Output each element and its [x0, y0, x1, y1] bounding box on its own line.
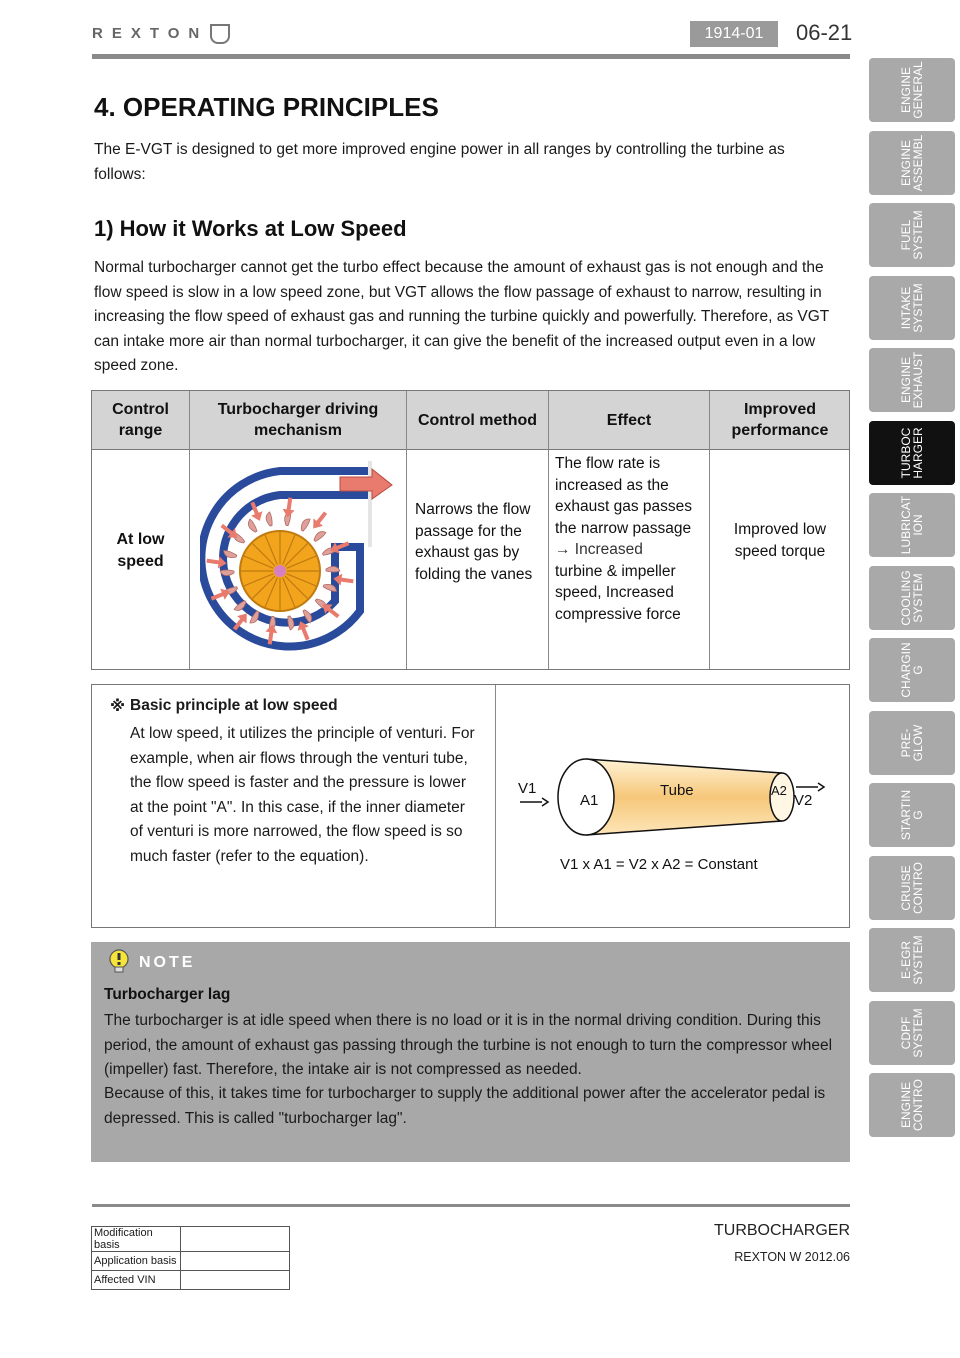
tab-label: E-EGR SYSTEM	[899, 935, 925, 985]
note-title: Turbocharger lag	[104, 986, 231, 1003]
tab-cruise-contro[interactable]	[869, 856, 955, 920]
header-control-range: Control range	[112, 401, 169, 439]
guide-vane	[299, 517, 311, 532]
guide-vane	[287, 616, 295, 631]
label-v2: V2	[794, 792, 813, 809]
tab-label: LUBRICAT ION	[899, 495, 925, 555]
tab-engine-general[interactable]	[869, 58, 955, 122]
cell-effect	[555, 453, 705, 625]
tab-pre-glow[interactable]	[869, 711, 955, 775]
tab-cooling-system[interactable]	[869, 566, 955, 630]
tab-label: STARTIN G	[899, 789, 925, 841]
venturi-heading: Basic principle at low speed	[130, 697, 338, 714]
footer-chapter: TURBOCHARGER	[713, 1222, 850, 1239]
housing-outlet	[368, 461, 372, 547]
tab-lubricat-ion[interactable]	[869, 493, 955, 557]
tab-intake-system[interactable]	[869, 276, 955, 340]
label-tube: Tube	[660, 782, 694, 799]
note-box	[91, 942, 850, 1162]
flow-arrow-icon	[309, 509, 331, 532]
operating-table	[91, 390, 850, 670]
guide-vane	[312, 529, 326, 542]
table-row	[92, 1227, 290, 1252]
guide-vane	[246, 519, 258, 534]
tab-label: CRUISE CONTRO	[899, 861, 925, 914]
tab-label: INTAKE SYSTEM	[899, 282, 925, 333]
doc-code: 1914-01	[690, 21, 778, 47]
header-control-method: Control method	[417, 411, 538, 429]
tab-label: ENGINE CONTRO	[899, 1079, 925, 1131]
footer-row-label: Application basis	[92, 1252, 181, 1271]
venturi-mark: ※	[110, 698, 126, 715]
flow-arrow-icon	[282, 497, 297, 518]
tab-label: ENGINE GENERAL	[899, 61, 925, 119]
page-number: 06-21	[796, 20, 853, 45]
section-title: 4. OPERATING PRINCIPLES	[94, 92, 439, 122]
header-improved: Improved performance	[731, 401, 829, 439]
effect-line-2: → Increased	[555, 541, 643, 558]
effect-line-3: turbine & impeller speed, Increased compressive force	[555, 562, 681, 623]
venturi-box	[91, 684, 850, 928]
brand-badge-icon	[210, 24, 230, 44]
venturi-diagram	[496, 685, 850, 927]
tab-label: CHARGIN G	[899, 642, 925, 698]
tab-engine-contro[interactable]	[869, 1073, 955, 1137]
note-para-2: Because of this, it takes time for turbocharger to supply the additional power after the accelerator pedal is depressed. This is called "turbocharger lag".	[104, 1085, 826, 1127]
cell-improved: Improved low speed torque	[733, 521, 827, 560]
venturi-text: At low speed, it utilizes the principle of venturi. For example, when air flows through the venturi tube, the flow speed is faster and the pressure is lower at the point "A". In this case, if the inner diameter of venturi is more narrowed, the flow speed is so much faster (refer to the equation).	[130, 725, 475, 865]
table-row	[92, 1271, 290, 1290]
tab-label: PRE- GLOW	[899, 724, 925, 761]
venturi-equation: V1 x A1 = V2 x A2 = Constant	[560, 856, 758, 873]
label-a1: A1	[580, 792, 599, 809]
note-para-1: The turbocharger is at idle speed when there is no load or it is in the normal driving condition. During this period, the amount of exhaust gas passing through the turbine is not enough to turn the compressor wheel (impeller) fast. Therefore, the intake air is not compressed as needed.	[104, 1012, 833, 1078]
effect-line-1: The flow rate is increased as the exhaust gas passes the narrow passage	[555, 455, 693, 537]
tab-turboc-harger[interactable]	[869, 421, 955, 485]
label-a2: A2	[771, 783, 787, 798]
cell-control-range: At low speed	[116, 531, 165, 570]
cell-control-method: Narrows the flow passage for the exhaust gas by folding the vanes	[415, 501, 533, 583]
label-v1: V1	[518, 780, 537, 797]
tab-label: TURBOC HARGER	[899, 426, 925, 479]
tab-engine-assembl[interactable]	[869, 131, 955, 195]
footer-row-label: Modification basis	[92, 1227, 181, 1252]
tab-engine-exhaust[interactable]	[869, 348, 955, 412]
footer-rule	[92, 1204, 850, 1207]
footer-row-label: Affected VIN	[92, 1271, 181, 1290]
header-effect: Effect	[606, 411, 652, 429]
tab-startin-g[interactable]	[869, 783, 955, 847]
tab-fuel-system[interactable]	[869, 203, 955, 267]
brand-logo: REXTON	[92, 24, 230, 44]
tab-cdpf-system[interactable]	[869, 1001, 955, 1065]
tab-e-egr-system[interactable]	[869, 928, 955, 992]
tab-label: CDPF SYSTEM	[899, 1007, 925, 1058]
footer-model: REXTON W 2012.06	[734, 1250, 850, 1264]
note-bulb-icon	[105, 948, 133, 976]
subsection-body: Normal turbocharger cannot get the turbo effect because the amount of exhaust gas is not enough and the flow speed is slow in a low speed zone, but VGT allows the flow passage of exhaust to narrow, resulting in increasing the flow speed of exhaust gas and running the turbine quickly and powerfully. Therefore, as VGT can intake more air than normal turbocharger, it can give the benefit of the increased output even in a low speed zone.	[94, 259, 829, 374]
wheel-hub	[274, 565, 286, 577]
note-label: NOTE	[139, 954, 196, 971]
tab-label: COOLING SYSTEM	[899, 569, 925, 626]
header-rule	[92, 54, 850, 59]
section-intro: The E-VGT is designed to get more improved engine power in all ranges by controlling the turbine as follows:	[94, 141, 785, 183]
header-mechanism: Turbocharger driving mechanism	[217, 401, 379, 439]
table-row	[92, 1252, 290, 1271]
tab-label: ENGINE ASSEMBL	[899, 134, 925, 191]
vgt-diagram	[200, 461, 396, 657]
tab-chargin-g[interactable]	[869, 638, 955, 702]
footer-basis-table	[91, 1226, 290, 1290]
tab-label: FUEL SYSTEM	[899, 210, 925, 260]
tab-label: ENGINE EXHAUST	[899, 351, 925, 409]
guide-vane	[265, 512, 273, 527]
subsection-title: 1) How it Works at Low Speed	[94, 216, 407, 241]
